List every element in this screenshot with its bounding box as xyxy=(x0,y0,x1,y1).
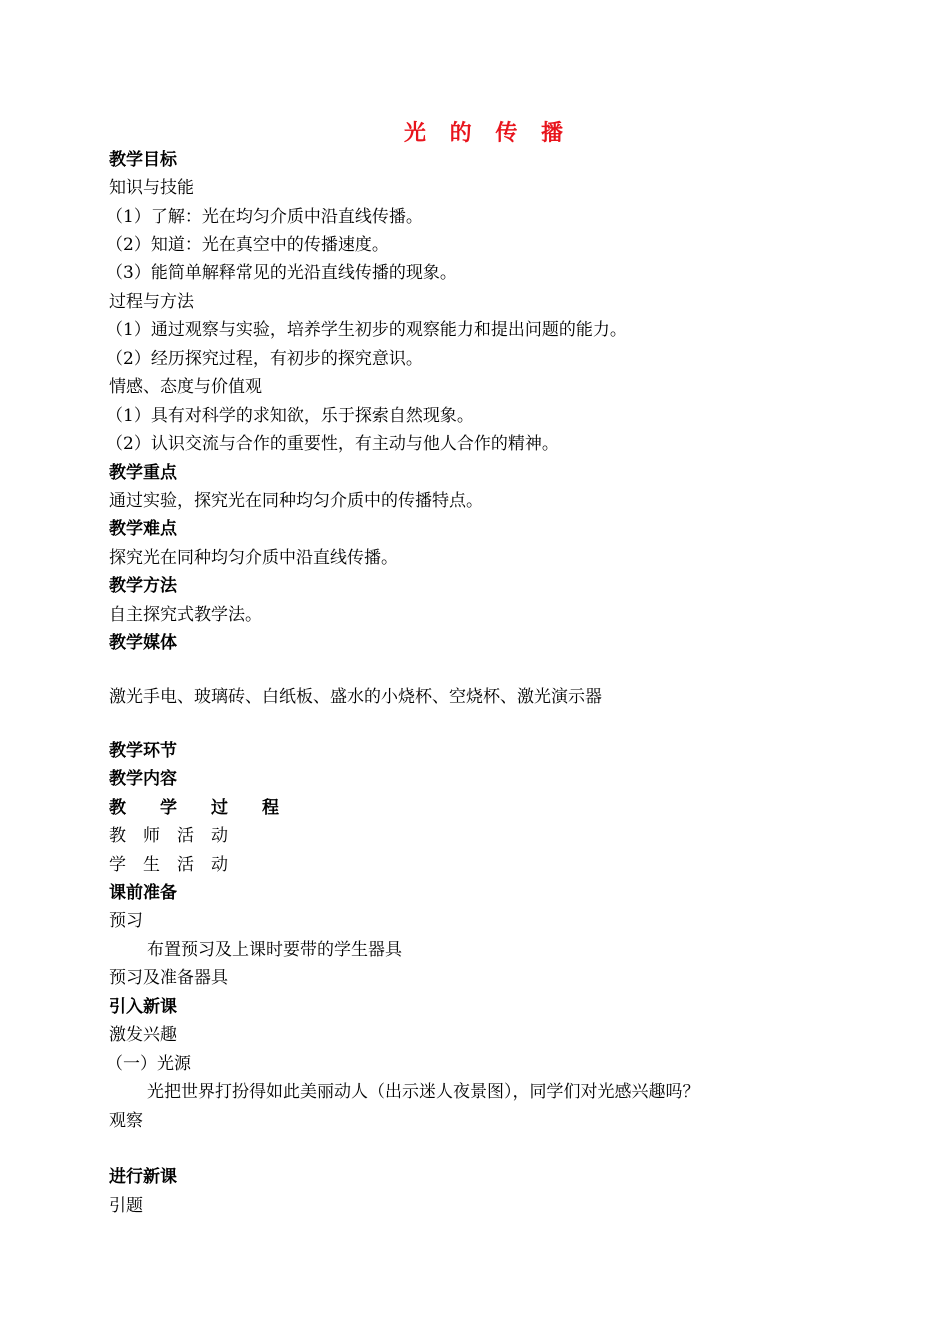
preview-teacher-text: 布置预习及上课时要带的学生器具 xyxy=(147,940,402,960)
heading-new-lesson: 进行新课 xyxy=(109,1167,177,1187)
heading-teaching-content: 教学内容 xyxy=(109,769,177,789)
objective-item: （2）认识交流与合作的重要性，有主动与他人合作的精神。 xyxy=(106,434,559,454)
stimulate-interest-label: 激发兴趣 xyxy=(109,1025,177,1045)
heading-introduce-lesson: 引入新课 xyxy=(109,997,177,1017)
objective-item: （2）经历探究过程，有初步的探究意识。 xyxy=(106,349,423,369)
difficulties-text: 探究光在同种均匀介质中沿直线传播。 xyxy=(109,548,398,568)
preview-label: 预习 xyxy=(109,911,143,931)
student-activity-label: 学 生 活 动 xyxy=(109,855,228,875)
heading-teaching-stage: 教学环节 xyxy=(109,741,177,761)
subheading-process-method: 过程与方法 xyxy=(109,292,194,312)
heading-key-points: 教学重点 xyxy=(109,463,177,483)
heading-teaching-objectives: 教学目标 xyxy=(109,150,177,170)
objective-item: （3）能简单解释常见的光沿直线传播的现象。 xyxy=(106,263,457,283)
objective-item: （1）通过观察与实验，培养学生初步的观察能力和提出问题的能力。 xyxy=(106,320,627,340)
key-points-text: 通过实验，探究光在同种均匀介质中的传播特点。 xyxy=(109,491,483,511)
teaching-media-text: 激光手电、玻璃砖、白纸板、盛水的小烧杯、空烧杯、激光演示器 xyxy=(109,687,602,707)
heading-teaching-method: 教学方法 xyxy=(109,576,177,596)
preview-student-text: 预习及准备器具 xyxy=(109,968,228,988)
heading-difficulties: 教学难点 xyxy=(109,519,177,539)
heading-preparation: 课前准备 xyxy=(109,883,177,903)
teaching-method-text: 自主探究式教学法。 xyxy=(109,605,262,625)
objective-item: （2）知道：光在真空中的传播速度。 xyxy=(106,235,389,255)
heading-teaching-process: 教 学 过 程 xyxy=(109,798,279,818)
section-light-source: （一）光源 xyxy=(106,1054,191,1074)
light-source-text: 光把世界打扮得如此美丽动人（出示迷人夜景图），同学们对光感兴趣吗？ xyxy=(147,1082,700,1102)
heading-teaching-media: 教学媒体 xyxy=(109,633,177,653)
subheading-emotion-attitude: 情感、态度与价值观 xyxy=(109,377,262,397)
document-title: 光 的 传 播 xyxy=(404,121,571,146)
objective-item: （1）具有对科学的求知欲，乐于探索自然现象。 xyxy=(106,406,474,426)
observe-label: 观察 xyxy=(109,1111,143,1131)
lead-topic-label: 引题 xyxy=(109,1196,143,1216)
objective-item: （1）了解：光在均匀介质中沿直线传播。 xyxy=(106,207,423,227)
teacher-activity-label: 教 师 活 动 xyxy=(109,826,228,846)
subheading-knowledge-skills: 知识与技能 xyxy=(109,178,194,198)
